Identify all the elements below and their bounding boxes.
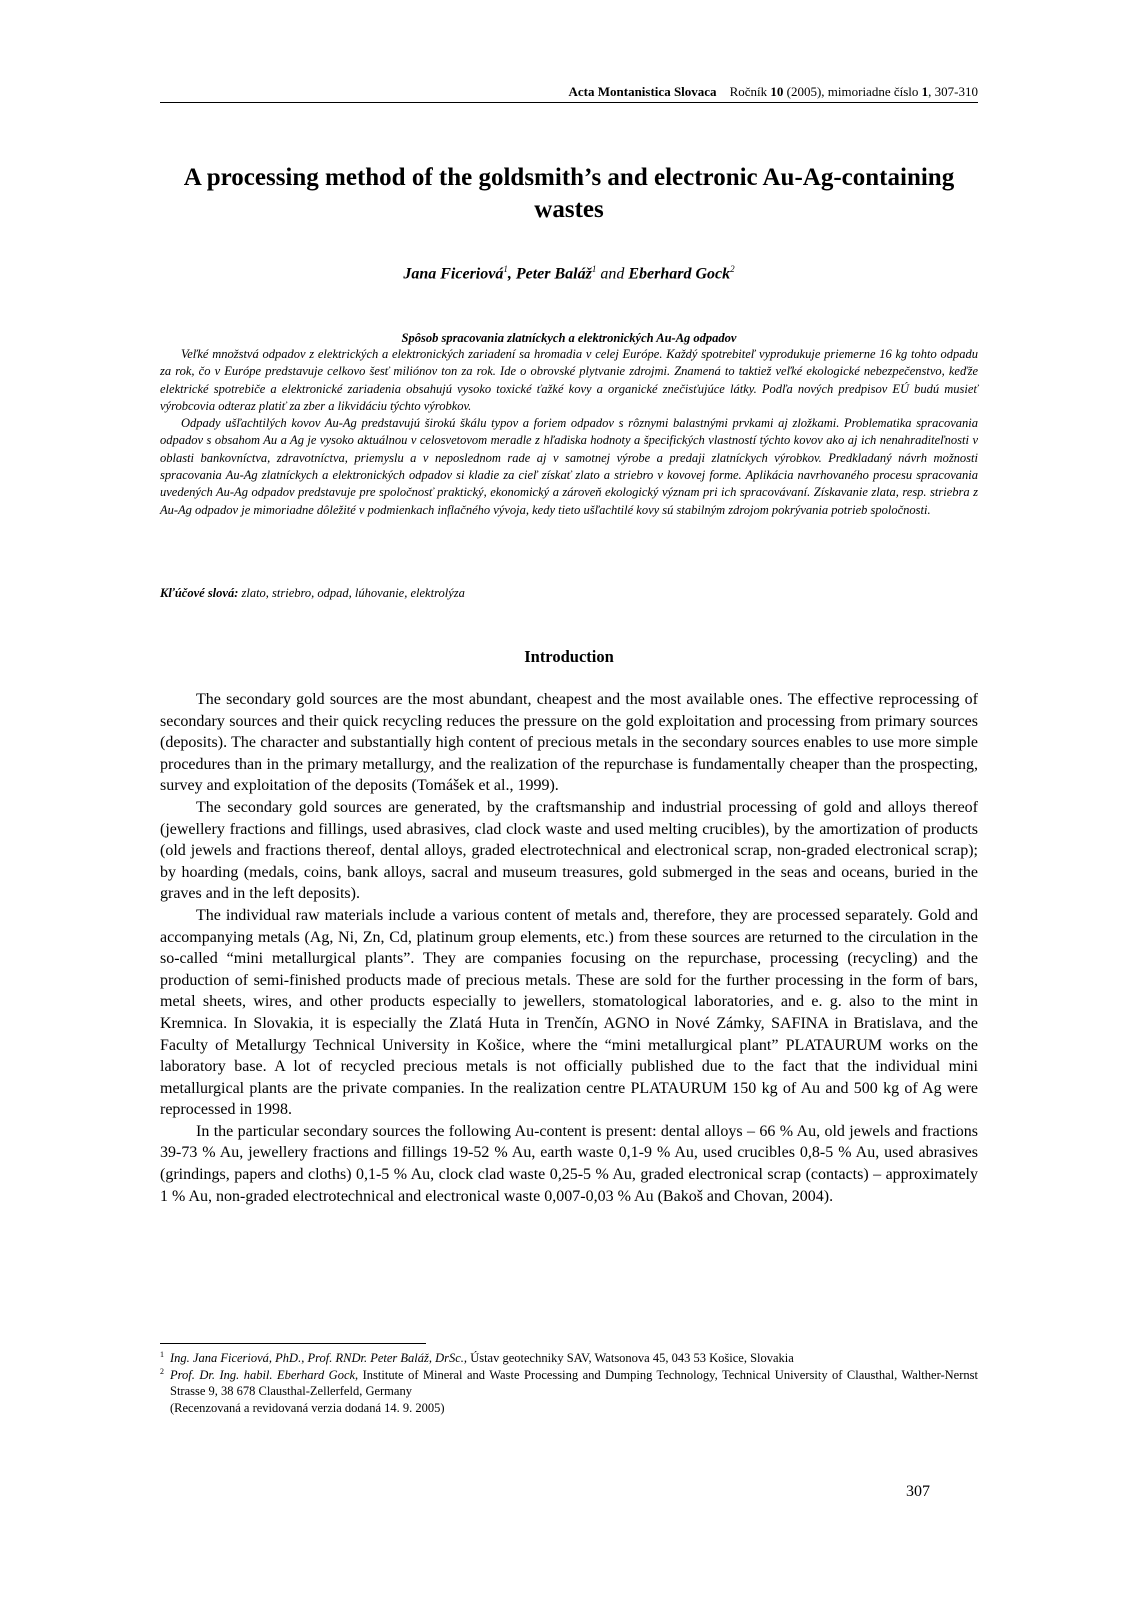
author-1: Jana Ficeriová bbox=[403, 265, 504, 283]
footnote-1-text: Ústav geotechniky SAV, Watsonova 45, 043 53 Košice, Slovakia bbox=[467, 1351, 794, 1365]
keywords-text: zlato, striebro, odpad, lúhovanie, elektrolýza bbox=[238, 586, 465, 600]
author-2: Peter Baláž bbox=[515, 265, 592, 283]
footnote-1 bbox=[160, 1350, 978, 1367]
volume-number: 10 bbox=[770, 84, 784, 99]
body-paragraph: The individual raw materials include a various content of metals and, therefore, they are processed separately. Gold and accompanying metals (Ag, Ni, Zn, Cd, platinum group elements, etc.) from these sources are returned to the circulation in the so-called “mini metallurgical plants”. They are companies focusing on the repurchase, processing (recycling) and the production of semi-finished products made of precious metals. These are sold for the further processing in the form of bars, metal sheets, wires, and other products especially to jewellers, stomatological laboratories, and e. g. also to the mint in Kremnica. In Slovakia, it is especially the Zlatá Huta in Trenčín, AGNO in Nové Zámky, SAFINA in Bratislava, and the Faculty of Metallurgy Technical University in Košice, where the “mini metallurgical plant” PLATAURUM works on the laboratory base. A lot of recycled precious metals is not officially published due to the fact that the individual mini metallurgical plants are the private companies. In the realization centre PLATAURUM 150 kg of Au and 500 kg of Ag were reprocessed in 1998. bbox=[160, 906, 978, 1119]
section-heading-introduction: Introduction bbox=[524, 647, 614, 666]
volume-label: Ročník bbox=[729, 84, 768, 99]
footnote-2-names: Prof. Dr. Ing. habil. Eberhard Gock bbox=[170, 1367, 356, 1382]
introduction-body bbox=[160, 689, 978, 1207]
abstract-paragraph: Veľké množstvá odpadov z elektrických a elektronických zariadení sa hromadia v celej Európe. Každý spotrebiteľ vyprodukuje priemerne 16 kg tohto odpadu za rok, čo v Európe predstavuje celkovo šesť miliónov ton za rok. Ide o obrovské plytvanie zdrojmi. Znamená to taktiež veľké ekologické nebezpečenstvo, keďže elektrické spotrebiče a elektronické zariadenia obsahujú vysoko toxické ťažké kovy a organické znečisťujúce látky. Podľa nových predpisov EÚ budú musieť výrobcovia odteraz platiť za zber a likvidáciu týchto výrobkov. bbox=[160, 347, 978, 413]
journal-name: Acta Montanistica Slovaca bbox=[568, 84, 717, 99]
keywords bbox=[160, 586, 978, 601]
paper-title: A processing method of the goldsmith’s and electronic Au-Ag-containing wastes bbox=[183, 164, 955, 223]
abstract-title: Spôsob spracovania zlatníckych a elektronických Au-Ag odpadov bbox=[401, 331, 737, 345]
review-note: (Recenzovaná a revidovaná verzia dodaná 14. 9. 2005) bbox=[170, 1400, 445, 1415]
footnote-2-mark: 2 bbox=[160, 1366, 164, 1376]
abstract bbox=[160, 346, 978, 519]
footnote-1-names: Ing. Jana Ficeriová, PhD., Prof. RNDr. Peter Baláž, DrSc., bbox=[170, 1351, 468, 1365]
page-number: 307 bbox=[906, 1483, 930, 1500]
author-conjunction: and bbox=[596, 265, 629, 283]
paper-page bbox=[160, 0, 978, 1600]
body-paragraph: In the particular secondary sources the following Au-content is present: dental alloys – 66 % Au, old jewels and fractions 39-73 % Au, jewellery fractions and fillings 19-52 % Au, earth waste 0,1-9 % Au, used crucibles 0,8-5 % Au, used abrasives (grindings, papers and cloths) 0,1-5 % Au, clock clad waste 0,25-5 % Au, graded electronical scrap (contacts) – approximately 1 % Au, non-graded electrotechnical and electronical waste 0,007-0,03 % Au (Bakoš and Chovan, 2004). bbox=[160, 1122, 978, 1205]
body-paragraph: The secondary gold sources are generated, by the craftsmanship and industrial processing of gold and alloys thereof (jewellery fractions and fillings, used abrasives, clad clock waste and used melting crucibles), by the amortization of products (old jewels and fractions thereof, dental alloys, graded electrotechnical and electronical scrap, non-graded electronical scrap); by hoarding (medals, coins, bank alloys, sacral and museum treasures, gold submerged in the seas and oceans, buried in the graves and in the left deposits). bbox=[160, 798, 978, 903]
header-rule bbox=[160, 102, 978, 103]
author-1-affiliation-mark: 1 bbox=[503, 264, 508, 274]
author-3: Eberhard Gock bbox=[628, 265, 731, 283]
page-range: , 307-310 bbox=[928, 84, 978, 99]
abstract-paragraph: Odpady ušľachtilých kovov Au-Ag predstavujú širokú škálu typov a foriem odpadov s rôznymi balastnými prvkami aj zložkami. Problematika spracovania odpadov s obsahom Au a Ag je vysoko aktuálnou v celosvetovom meradle z hľadiska hodnoty a špecifických vlastností týchto kovov ako aj ich nenahraditeľnosti v oblasti bankovníctva, zdravotníctva, priemyslu a v neposlednom rade aj v samotnej výrobe a predaji zlatníckych výrobkov. Predkladaný návrh možnosti spracovania Au-Ag zlatníckych a elektronických odpadov si kladie za cieľ získať zlato a striebro v kovovej forme. Aplikácia navrhovaného procesu spracovania uvedených Au-Ag odpadov predstavuje pre spoločnosť praktický, ekonomický a zároveň ekologický význam pri ich spracovávaní. Získavanie zlata, resp. striebra z Au-Ag odpadov je mimoriadne dôležité v podmienkach inflačného vývoja, kedy tieto ušľachtilé kovy sú stabilným zdrojom pokrývania potrieb spoločnosti. bbox=[160, 416, 978, 517]
footnote-rule bbox=[160, 1343, 426, 1344]
footnote-2 bbox=[160, 1367, 978, 1400]
footnotes bbox=[160, 1350, 978, 1416]
footnote-2-text: , Institute of Mineral and Waste Processing and Dumping Technology, Technical University of Clausthal, Walther-Nernst Strasse 9, 38 678 Clausthal-Zellerfeld, Germany bbox=[170, 1367, 978, 1399]
author-3-affiliation-mark: 2 bbox=[730, 264, 735, 274]
year-issue: (2005), mimoriadne číslo bbox=[786, 84, 919, 99]
author-2-affiliation-mark: 1 bbox=[591, 264, 597, 274]
body-paragraph: The secondary gold sources are the most abundant, cheapest and the most available ones. The effective reprocessing of secondary sources and their quick recycling reduces the pressure on the gold exploitation and processing from primary sources (deposits). The character and substantially high content of precious metals in the secondary sources enables to use more simple procedures than in the primary metallurgy, and the realization of the repurchase is fundamentally cheaper than the prospecting, survey and exploitation of the deposits (Tomášek et al., 1999). bbox=[160, 691, 978, 795]
running-header bbox=[569, 84, 978, 100]
keywords-label: Kľúčové slová: bbox=[160, 586, 239, 600]
footnote-1-mark: 1 bbox=[160, 1350, 164, 1359]
author-separator: , bbox=[507, 265, 516, 283]
issue-number: 1 bbox=[921, 84, 929, 99]
author-list bbox=[160, 264, 978, 283]
